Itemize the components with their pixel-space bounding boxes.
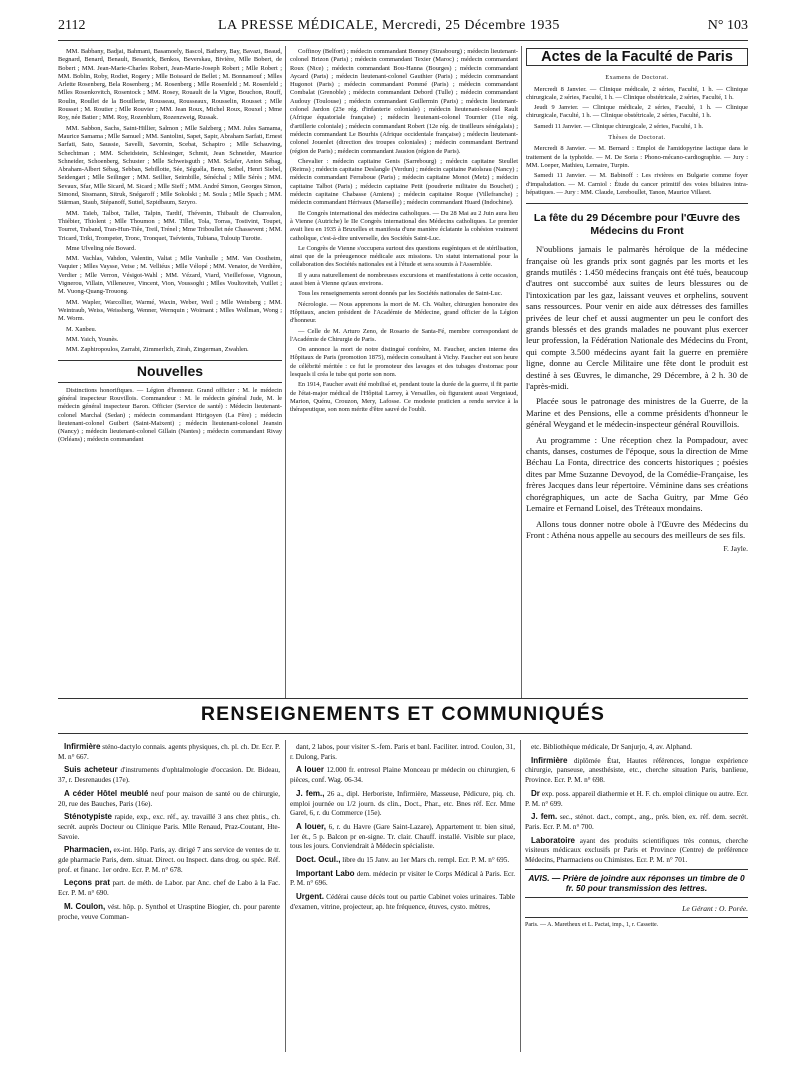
column-divider xyxy=(285,740,286,1052)
classified-ad: A louer, 6, r. du Havre (Gare Saint-Lazare), Appartement tr. bien situé, 1er ét., 5 p. Balcon pr en-signe. Tr. clair. Chauff. installé. Visible sur place, tous les jours. Conviendrait à Médecin spécialiste. xyxy=(290,821,515,851)
section-rule xyxy=(58,733,748,734)
thesis-entry: Mercredi 8 Janvier. — M. Bernard : Emploi de l'amidopyrine lactique dans le traitement de la typhoïde. — M. De Soria : Phono-mécano-cardiographie. — Jury : MM. Loeper, Mathieu, Lemaire, Turpin. xyxy=(526,145,748,169)
theses-subheading: Thèses de Doctorat. xyxy=(608,135,666,142)
journal-title: LA PRESSE MÉDICALE, Mercredi, 25 Décembre 1935 xyxy=(218,18,560,33)
names-paragraph: MM. Vachlas, Vahdon, Valentin, Valtat ; Mlle Vanhulle ; MM. Van Oostheim, Vaquier ; Mlles Vaysse, Veise ; M. Velliéus ; Mlle Vélopé ; MM. Venator, de Verdière, Verdier ; Mlle Verron, Vésigot-Wahl ; MM. Vézard, Viard, Vieillefosse, Vignoun, Vignerou, Villain, Villeneuve, Vincent, Vion, Voussoghi ; Mlles Voultoviteh, Vuillet ; M. Vuong-Quang-Trouong. xyxy=(58,255,282,296)
gerant-signature: Le Gérant : O. Porée. xyxy=(682,903,748,913)
congres-paragraph-2: Le Congrès de Vienne s'occupera surtout des questions eugéniques et de stérilisation, ainsi que de la préeugenoce médicale aux missions. Un statut international pour la collaboration des Sociétés nationales est à l'étude et sera soumis à l'Assemblée. xyxy=(290,244,518,269)
classified-ad: Important Labo dem. médecin pr visiter le Corps Médical à Paris. Ecr. P. M. n° 696. xyxy=(290,868,515,888)
necrologie-paragraph-3: On annonce la mort de notre distingué confrère, M. Faucher, ancien interne des Hôpitaux de Paris (promotion 1875), médecin consultant à Vichy. Faucher eut son heure de célébrité méritée : ce fut le promoteur des lavages et des tubages d'estomac pour lesquels il créa le tube qui porte son nom. xyxy=(290,346,518,378)
names-paragraph: Mme Ulveling née Bovard. xyxy=(66,244,136,252)
classified-ad: Laboratoire ayant des produits scientifiques très connus, cherche visiteurs médicaux exclusifs pr Paris et Province (Centre) de préférence Médecins, Pharmaciens ou Chimistes. Ecr. P. M. n° 701. xyxy=(525,835,748,865)
renseignements-heading: RENSEIGNEMENTS ET COMMUNIQUÉS xyxy=(200,703,606,725)
fete-paragraph: Allons tous donner notre obole à l'Œuvre des Médecins du Front : Athéna nous appelle au secours des meilleurs de ses fils. xyxy=(526,518,748,540)
classified-ad: Leçons prat part. de méth. de Labor. par Anc. chef de Labo à la Fac. Ecr. P. M. n° 690. xyxy=(58,878,281,898)
classifieds-column-2 xyxy=(290,742,515,916)
names-paragraph: M. Xanbeu. xyxy=(66,325,97,333)
exam-entry: Jeudi 9 Janvier. — Clinique médicale, 2 séries, Faculté, 1 h. — Clinique chirurgicale, Faculté, 1 h. — Clinique obstétricale, 2 séries, Faculté, 1 h. xyxy=(526,104,748,120)
column-3 xyxy=(526,48,748,554)
classified-ad: Urgent. Cédérai cause décès tout ou partie Cabinet voies urinaires. Table d'examen, vitrine, projecteur, ap. hte fréquence, étuves, cysto. mètres, xyxy=(290,892,515,911)
fete-paragraph: Au programme : Une réception chez la Pompadour, avec chants, danses, costumes de l'époque, sous la direction de Mme Béchau La Fonta, directrice des concerts historiques ; poésies dites par Mme Suzanne Devoyod, de la Comédie-Française, les frères Jacques dans leur répertoire. Véminine dans ses créations chorégraphiques, un acte de Sacha Guitry, par Mme Géo Lemaire et Fernand Loisel, des Tréteaux mondains. xyxy=(526,434,748,514)
classified-ad: A louer 12.000 fr. entresol Plaine Monceau pr médecin ou chirurgien, 6 pièces, conf. Wag. 06-34. xyxy=(290,765,515,785)
classified-ad: Infirmière sténo-dactylo connais. agents physiques, ch. pl. ch. Dr. Ecr. P. M. n° 667. xyxy=(58,742,280,761)
fete-paragraph: N'oublions jamais le palmarès héroïque de la médecine française où les grands prix sont gagnés par les morts et les grands mutilés : 1.450 médecins français ont été tués, beaucoup d'autres ont succombé aux suites de leurs blessures ou de l'intoxication par les gaz, laissant veuves et orphelins, souvent sans ressources. Pour venir en aide aux détresses des familles privées de leur chef et aussi augmenter un peu le confort des grands blessés et des grands malades ne pouvant plus exercer leur profession, la Fédération Nationale des Médecins du Front, qui compte 3.500 médecins ayant fait la guerre en première ligne, donne au Cercle Militaire une fête dont le produit est destiné à ses Œuvres, le dimanche, 29 Décembre, à 2 h. 30 de l'après-midi. xyxy=(526,244,748,392)
actes-heading-box xyxy=(526,48,748,66)
actes-heading: Actes de la Faculté de Paris xyxy=(541,49,733,65)
classified-ad: Sténotypiste rapide, exp., exc. réf., ay. travaillé 3 ans chez phtis., ch. secrét. auprès Docteur ou Clinique Paris. Mlle Renaud, Praz-Coutant, Hte-Savoie. xyxy=(58,812,280,841)
column-divider xyxy=(520,740,521,1052)
header-rule xyxy=(58,40,748,41)
fete-paragraph: Placée sous le patronage des ministres de la Guerre, de la Marine et des Pensions, elle a comme présidents d'honneur le général Weygand et le médecin-inspecteur général Rouvillois. xyxy=(526,396,748,430)
names-paragraph: MM. Sabbon, Sachs, Saint-Hillier, Salmon ; Mlle Salzberg ; MM. Jules Samama, Maurice Samama ; Mlle Samuel ; MM. Santolini, Sapet, Sapir, Abraham Sarfati, Ernest Sarfati, Sato, Saussie, Savelli, Savornin, Scebat, Schapiro ; Mlle Schauving, Schechtman ; MM. Scheidstein, Schlesinger, Schmit, Jean Schneider, Maurice Schneider, Schoenberg, Schuster ; Mlle Schweisguth ; MM. Sclafer, Anton Sébag, Abraham-Albert Sébag, Sebban, Sebillotte, Sée, Séguéla, Beno, Seibel, Henri Siebel, Seidengart ; Mlle Seilinger ; MM. Seillier, Seimbille, Sénéchal ; Mlle Sérès ; MM. Sevaux, Sfar, Mlle Sicard, M. Sicard ; Mlle Sieff ; MM. André Simon, Georges Simon, Simond, Sissmann, Sitruk, Snégaroff ; Mlle Sokolski ; M. Soula ; Mlle Spach ; MM. Stärman, Staub, Stépanoff, Suttel, Szpidbaum, Szryro. xyxy=(58,124,282,207)
necrologie-paragraph-2: — Celle de M. Arturo Zeno, de Rosario de Santa-Fé, membre correspondant de l'Académie de Chirurgie de Paris. xyxy=(290,327,518,343)
issue-number: N° 103 xyxy=(707,18,748,33)
fete-heading: La fête du 29 Décembre pour l'Œuvre des Médecins du Front xyxy=(533,212,741,238)
classified-ad: Dr exp. poss. appareil diathermie et H. F. ch. emploi clinique ou autre. Ecr. P. M. n° 699. xyxy=(525,788,748,808)
examens-subheading: Examens de Doctorat. xyxy=(605,75,669,82)
congres-paragraph-3: Il y aura naturellement de nombreuses excursions et manifestations à cette occasion, aussi bien à Vienne qu'aux environs. xyxy=(290,271,518,288)
column-1 xyxy=(58,48,282,447)
congres-paragraph: IIe Congrès international des médecins catholiques. — Du 28 Mai au 2 Juin aura lieu à Vienne (Autriche) le IIe Congrès international des Médecins catholiques. Le premier avait lieu en 1935 à Bruxelles et manifesta d'une manière éclatante la cohésion vraiment catholique, c'est-à-dire universelle, des Sociétés Saint-Luc. xyxy=(290,209,518,242)
chevalier-paragraph: Chevalier : médecin capitaine Genis (Sarrebourg) ; médecin capitaine Steullet (Reims) ; médecin capitaine Deslangle (Verdun) ; médecin capitaine Patolsrau (Nancy) ; médecin commandant Ferraboue (Paris) ; médecin capitaine Monot (Metz) ; médecin capitaine Talbot (Paris) ; médecin capitaine Petit (poudrerie militaire du Bouchet) ; médecin capitaine Chabasse (Amiens) ; médecin capitaine Roque (Villefranche) ; médecin commandant Hérivaux (Marseille) ; médecin commandant Huard (Indochine). xyxy=(290,157,518,207)
classified-ad: M. Coulon, vést. hôp. p. Synthol et Urasptine Biogier, ch. pour parente proche, veuve Comman- xyxy=(58,901,280,921)
necrologie-paragraph: Nécrologie. — Nous apprenons la mort de M. Ch. Walter, chirurgien honoraire des Hôpitaux, ancien président de l'Académie de Médecine, grand officier de la Légion d'honneur. xyxy=(290,300,518,325)
classified-ad: Infirmière diplômée État, Hautes références, longue expérience chirurgie, panseuse, anesthésiste, etc., cherche situation Paris, banlieue, Province. Ecr. P. M. n° 698. xyxy=(525,755,748,785)
section-divider xyxy=(58,360,282,361)
exam-entry: Samedi 11 Janvier. — Clinique chirurgicale, 2 séries, Faculté, 1 h. xyxy=(534,122,704,130)
classified-ad: J. fem. sec., sténot. dact., compt., ang., prés. bien, ex. réf. dem. secrét. Paris. Ecr. P. M. n° 700. xyxy=(525,812,749,831)
names-paragraph: MM. Babbany, Badjai, Bahmani, Basamoely, Bascol, Bathery, Bay, Bavazi, Beaud, Begnard, Benard, Benault, Bessnick, Benkos, Beverskau, Bivière, Mlle Bobert, de Bobert ; MM. Jean-Marie-Charles Robert, Jean-Marie-Joseph Robert ; Mlle Robert ; MM. Boblin, Roby, Rodiet, Rogery ; Mlle Boissard de Bellet ; M. Bonnamouf ; Mlles Arlette Rosenberg, Bela Rosenberg ; M. Rosenberg ; Mlle Rosenfeld ; M. Rosenfeld ; Mlles Rosenkovitch, Rosentock ; MM. Rosey, Rouault de la Vigne, Bouchon, Rouff, Roulin, Roullet de la Bouillerie, Rousseau, Rousseaux, Rousselin, Rousset ; Mlle Rousset ; M. Routier ; Mlle Rouvier ; MM. Jean Roux, Michel Roux, Rouxel ; Mme Roy, née Batier ; MM. Roy, Rozenblum, Rozenzweig, Russak. xyxy=(58,48,282,122)
column-divider xyxy=(521,46,522,698)
nouvelles-heading: Nouvelles xyxy=(136,363,204,380)
page-number: 2112 xyxy=(58,18,86,33)
graduate-names xyxy=(58,48,282,354)
classified-ad: Suis acheteur d'instruments d'ophtalmologie d'occasion. Dr. Bideau, 37, r. Desrenaudes (17e). xyxy=(58,765,280,785)
section-divider xyxy=(526,203,748,204)
names-paragraph: MM. Zaphiropoulos, Zarrabi, Zimmerlich, Zirah, Zingerman, Zwahlen. xyxy=(66,346,249,354)
classifieds-column-1 xyxy=(58,742,280,925)
thesis-entry: Samedi 11 Janvier. — M. Babinoff : Les rivières en Bulgarie comme foyer d'impaludation. — M. Carniol : Étude du cancer primitif des voies biliaires intra-hépatiques. — Jury : MM. Claude, Lereboullet, Tanon, Maurice Villaret. xyxy=(526,172,748,196)
names-paragraph: MM. Yaich, Younès. xyxy=(66,335,119,343)
classified-ad: etc. Bibliothèque médicale, Dr Sanjurjo, 4, av. Alphand. xyxy=(531,743,693,751)
distinctions-paragraph: Distinctions honorifiques. — Légion d'honneur. Grand officier : M. le médecin général inspecteur Rouvillois. Commandeur : M. le médecin général Jude, M. le médecin général inspecteur Baron. Officier (Service de santé) : Médecin lieutenant-colonel Marchal (Sedan) ; médecin commandant Hirigoyen (La Fère) ; médecin lieutenant-colonel Guibert (Saint-Maixent) ; médecin lieutenant-colonel Jeansin (Nancy) ; médecin lieutenant-colonel Gillain (Nantes) ; médecin commandant Rivay (Orléans) ; médecin commandant xyxy=(58,386,282,444)
page-header xyxy=(58,18,748,40)
section-rule xyxy=(58,698,748,699)
classified-ad: Doct. Ocul., libre du 15 Janv. au 1er Mars ch. rempl. Ecr. P. M. n° 695. xyxy=(296,855,510,865)
names-paragraph: MM. Wapler, Warcollier, Warmé, Waxin, Weber, Weil ; Mlle Weinberg ; MM. Weintraub, Weiss, Weissberg, Wenner, Wernquin ; Woimant ; Mlles Wollman, Wong ; M. Worm. xyxy=(58,298,282,323)
names-paragraph: MM. Taïeb, Talbot, Tallet, Talpin, Tardif, Thévenin, Thibault de Chanvalon, Thiébier, Thiolent ; Mlle Thoumon ; MM. Tillet, Tola, Torras, Tostivint, Toupet, Tourret, Traband, Tran-Hun-Tiêe, Treil, Trénel ; Mme Triboullet née Chassevent ; MM. Tricard, Triki, Trompeter, Tronc, Tronquet, Tsévtenis, Tubiana, Tulouip Turotte. xyxy=(58,209,282,242)
avis-notice: AVIS. — Prière de joindre aux réponses un timbre de 0 fr. 50 pour transmission des lettres. xyxy=(525,869,748,898)
column-divider xyxy=(285,46,286,698)
classified-ad: A céder Hôtel meublé neuf pour maison de santé ou de chirurgie, 20, rue des Bauches, Paris (16e). xyxy=(58,788,280,808)
classified-ad: Pharmacien, ex-int. Hôp. Paris, ay. dirigé 7 ans service de ventes de tr. gde pharmacie Paris, dem. situat. Direct. ou Inspect. dans drog. ou spéc. Réf. prof. et financ. 1er ordre. Ecr. P. M. n° 678. xyxy=(58,845,280,874)
section-divider xyxy=(58,382,282,383)
fete-signature: F. Jayle. xyxy=(723,544,748,554)
classified-ad: J. fem., 26 a., dipl. Herboriste, Infirmière, Masseuse, Pédicure, piq. ch. emploi journée ou 1/2 journ. ds clin., Doct., Phar., etc. Bnes réf. Ecr. Mme Garel, 6, r. du Commerce (15e). xyxy=(290,788,515,818)
exam-entry: Mercredi 8 Janvier. — Clinique médicale, 2 séries, Faculté, 1 h. — Clinique chirurgicale, 2 séries, Faculté, 1 h. — Clinique obstétricale, 2 séries, Faculté, 1 h. xyxy=(526,85,748,101)
fete-article xyxy=(526,244,748,541)
classifieds-column-3 xyxy=(525,742,748,931)
printer-imprint: Paris. — A. Maretheux et L. Pactat, imp., 1, r. Cassette. xyxy=(525,917,748,931)
column-2 xyxy=(290,48,518,416)
classified-ad: dant, 2 labos, pour visiter S.-fem. Paris et banl. Faciliter. introd. Coulon, 31, r. Dulong, Paris. xyxy=(290,743,515,761)
distinctions-continued: Coffinoy (Belfort) ; médecin commandant Bonney (Strasbourg) ; médecin lieutenant-colonel Brizon (Paris) ; médecin commandant Texier (Maroc) ; médecin commandant Roux (Nice) ; médecin commandant Bou-Hanna (Bourges) ; médecin commandant Aycard (Paris) ; médecin lieutenant-colonel Gauthier (Paris) ; médecin commandant Hugonot (Paris) ; médecin commandant Pommé (Paris) ; médecin commandant Combalat (Grenoble) ; médecin commandant Debord (Tulle) ; médecin commandant Audouy (Toulouse) ; médecin commandant Guillermin (Paris) ; médecin lieutenant-colonel Jardon (23e rég. d'infanterie coloniale) ; médecin lieutenant-colonel Rault (Afrique équatoriale française) ; médecin lieutenant-colonel Tournier (11e rég. d'artillerie coloniale) ; médecin commandant Robert (12e rég. de tirailleurs sénégalais) ; médecin commandant Le Bourhis (Afrique occidentale française) ; médecin lieutenant-colonel Jouenlet (direction des troupes coloniales) ; médecin commandant Bertrand (région de Paris) ; médecin commandant Jausion (région de Paris). xyxy=(290,48,518,155)
necrologie-paragraph-4: En 1914, Faucher avait été mobilisé et, pendant toute la durée de la guerre, il fit partie de l'état-major médical de l'Hôpital Larrey, à Versailles, où figuraient aussi Vergniaud, Marion, Quénu, Crouzon, Mery, Lafosse. Ce modeste praticien a rendu service à la thérapeutique, son nom mérite d'être sauvé de l'oubli. xyxy=(290,381,518,414)
congres-paragraph-4: Tous les renseignements seront donnés par les Sociétés nationales de Saint-Luc. xyxy=(298,290,503,298)
